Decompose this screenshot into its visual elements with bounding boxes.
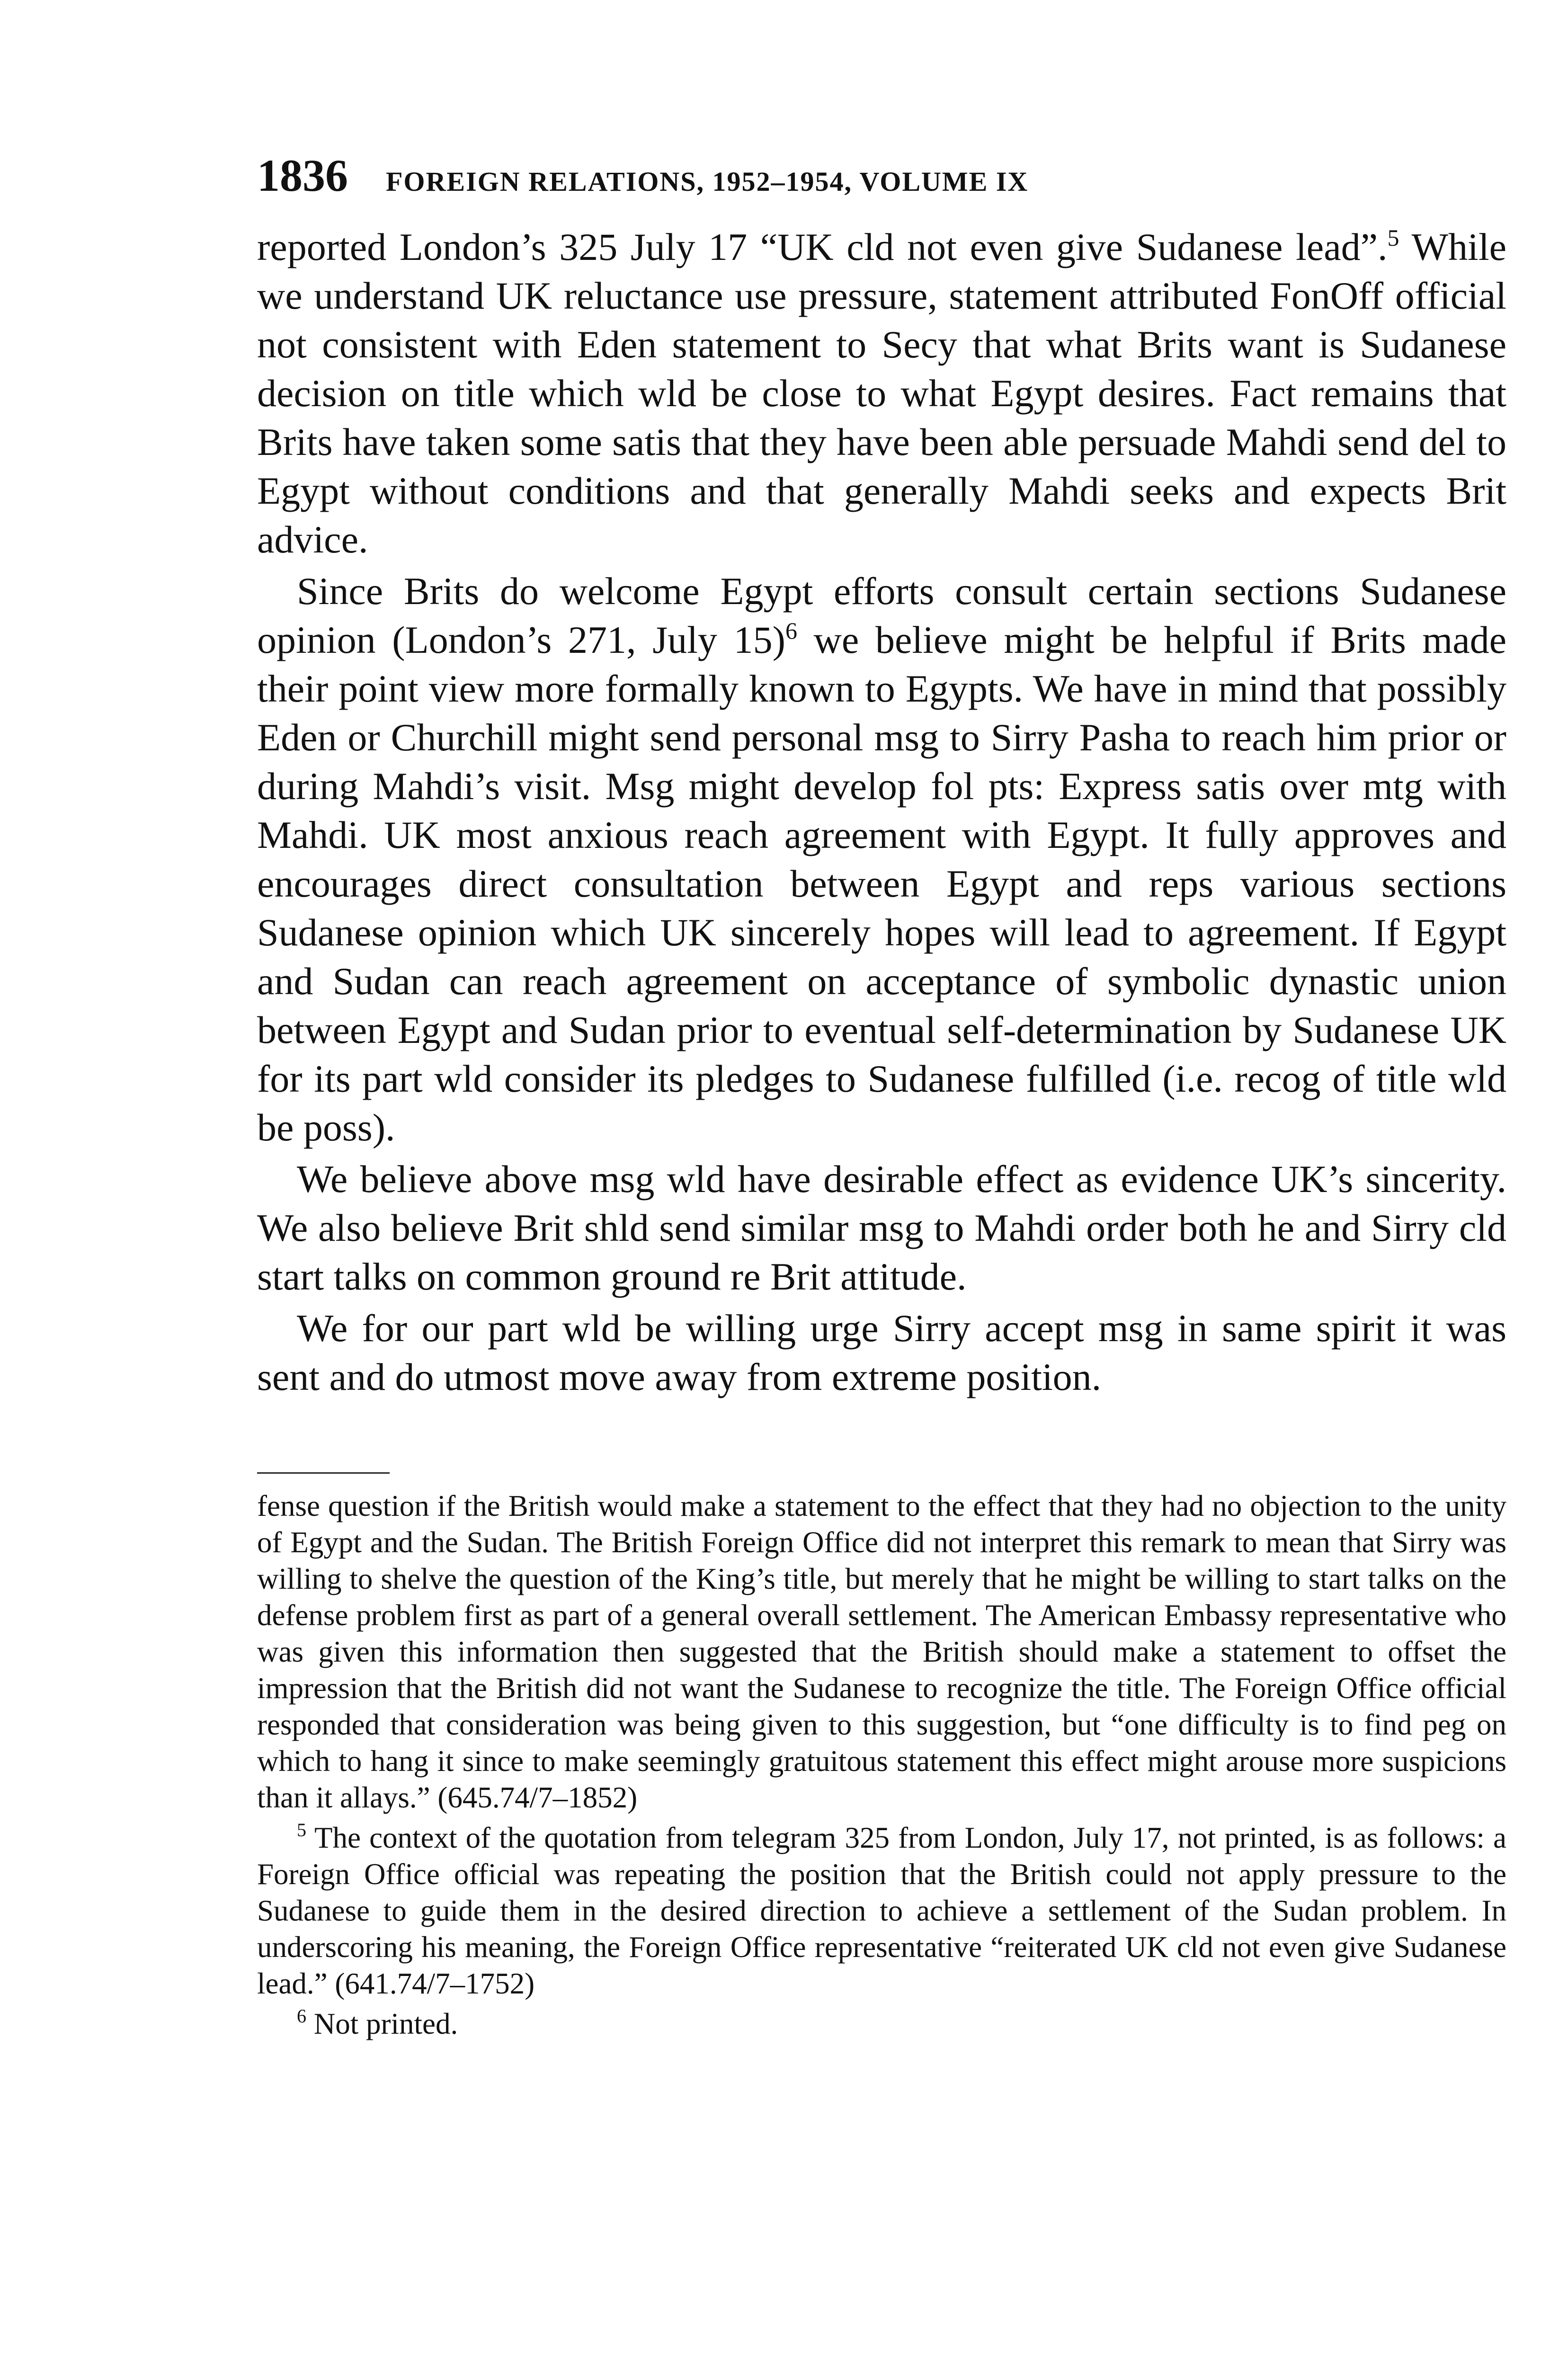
paragraph-3: We believe above msg wld have desirable effect as evidence UK’s sincerity. We also believe Brit shld send similar msg to Mahdi order both he and Sirry cld start talks on common ground re Brit attitude. [257, 1157, 1506, 1298]
footnote-5-text: The context of the quotation from telegram 325 from London, July 17, not printed, is as follows: a Foreign Office official was repeating the position that the British could not apply pressure to the Sudanese to guide them in the desired direction to achieve a settlement of the Sudan problem. In underscoring his meaning, the Foreign Office representative “reiterated UK cld not even give Sudanese lead.” (641.74/7–1752) [257, 1821, 1506, 2000]
paragraph-2-text-b: we believe might be helpful if Brits made their point view more formally known to Egypts. We have in mind that possibly Eden or Churchill might send personal msg to Sirry Pasha to reach him prior or during Mahdi’s visit. Msg might develop fol pts: Express satis over mtg with Mahdi. UK most anxious reach agreement with Egypt. It fully approves and encourages direct consultation between Egypt and reps various sections Sudanese opinion which UK sincerely hopes will lead to agreement. If Egypt and Sudan can reach agreement on acceptance of symbolic dynastic union between Egypt and Sudan prior to eventual self-determination by Sudanese UK for its part wld consider its pledges to Sudanese fulfilled (i.e. recog of title wld be poss). [257, 618, 1507, 1149]
footnote-6 [257, 2006, 1506, 2042]
body-text [257, 222, 1506, 1401]
footnote-6-text: Not printed. [306, 2007, 458, 2040]
page-number: 1836 [257, 150, 348, 201]
paragraph-1 [257, 222, 1506, 564]
footnote-5-marker: 5 [297, 1819, 306, 1841]
paragraph-2-text-a: Since Brits do welcome Egypt efforts consult certain sections Sudanese opinion (London’s 271, July 15) [257, 570, 1506, 661]
footnote-divider [257, 1472, 390, 1474]
footnote-ref-6: 6 [785, 617, 797, 644]
footnote-5 [257, 1820, 1506, 2002]
footnote-continued: fense question if the British would make a statement to the effect that they had no objection to the unity of Egypt and the Sudan. The British Foreign Office did not interpret this remark to mean that Sirry was willing to shelve the question of the King’s title, but merely that he might be willing to start talks on the defense problem first as part of a general overall settlement. The American Embassy representative who was given this information then suggested that the British should make a statement to offset the impression that the British did not want the Sudanese to recognize the title. The Foreign Office official responded that consideration was being given to this suggestion, but “one difficulty is to find peg on which to hang it since to make seemingly gratuitous statement this effect might arouse more suspicions than it allays.” (645.74/7–1852) [257, 1489, 1506, 1814]
footnote-ref-5: 5 [1387, 224, 1399, 251]
paragraph-1-text-b: While we understand UK reluctance use pressure, statement attributed FonOff official not consistent with Eden statement to Secy that what Brits want is Sudanese decision on title which wld be close to what Egypt desires. Fact remains that Brits have taken some satis that they have been able persuade Mahdi send del to Egypt without conditions and that generally Mahdi seeks and expects Brit advice. [257, 225, 1507, 561]
paragraph-1-text-a: reported London’s 325 July 17 “UK cld not even give Sudanese lead”. [257, 225, 1388, 268]
footnotes [257, 1488, 1506, 2042]
running-title: FOREIGN RELATIONS, 1952–1954, VOLUME IX [386, 166, 1029, 197]
paragraph-4: We for our part wld be willing urge Sirry accept msg in same spirit it was sent and do utmost move away from extreme position. [257, 1307, 1506, 1398]
page-header [257, 149, 1506, 218]
footnote-6-marker: 6 [297, 2005, 306, 2027]
paragraph-2 [257, 567, 1506, 1152]
